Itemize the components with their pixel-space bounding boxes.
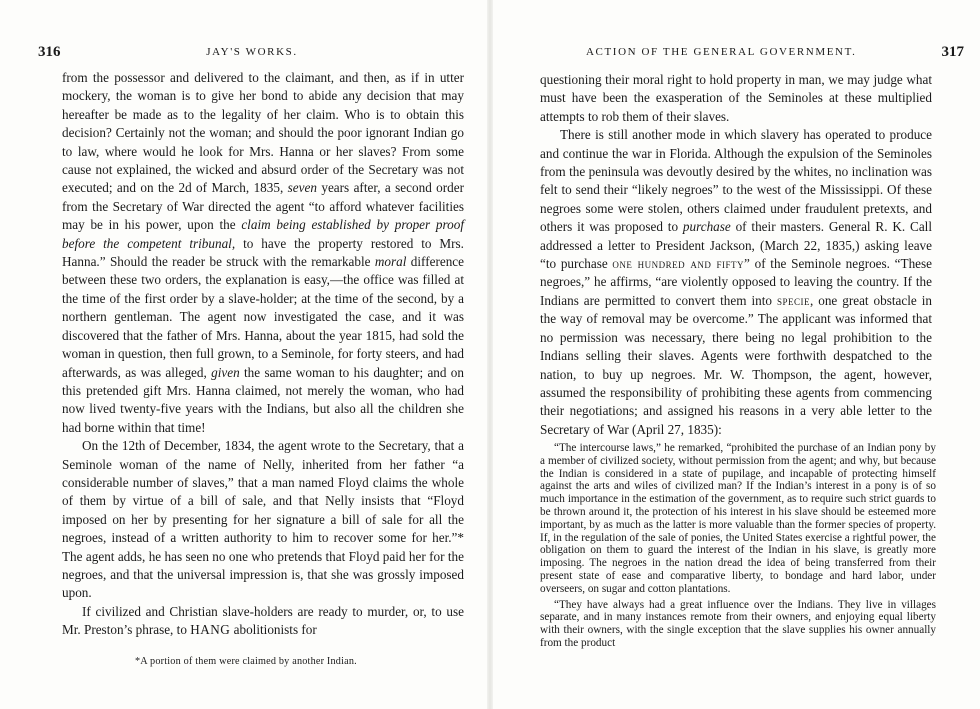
small-caps-run: specie — [776, 292, 810, 308]
block-quote — [540, 442, 936, 650]
quote-paragraph: “The intercourse laws,” he remarked, “prohibited the purchase of an Indian pony by a member of civilized society, without permission from the agent; and why, but because the Indian is considered in a state of pupilage, and incapable of protecting himself against the arts and wiles of civilized man? If the Indian’s interest in a pony is of so much importance in the estimation of the government, as to require such strict guards to be thrown around it, the protection of his interest in his slave should be esteemed more important, by as much as the latter is more valuable than the former species of property. If, in the regulation of the sale of ponies, the United States exercise a rightful power, the obligation on them to guard the interest of the Indian in his slave, is greatly more imposing. The negroes in the nation dread the idea of being transferred from their present state of ease and comparative liberty, to bondage and hard labor, under overseers, on sugar and cotton plantations. — [540, 442, 936, 595]
quote-paragraph: “They have always had a great influence over the Indians. They live in villages separate, and in many instances remote from their owners, and enjoying equal liberty with their owners, with the single exception that the slave supplies his owner annually from the product — [540, 598, 936, 649]
paragraph — [62, 603, 464, 640]
text-run: difference between these two orders, the explanation is easy,—the office was filled at the time of the first order by a slave-holder; at the time of the second, by a northern gentleman. The agent now investigated the case, and it was discovered that the father of Mrs. Hanna, about the year 1815, had sold the woman in question, then full grown, to a Seminole, for forty steers, and had afterwards, as was alleged, — [62, 254, 464, 380]
footnote: *A portion of them were claimed by another Indian. — [135, 656, 357, 667]
right-page-body — [540, 71, 932, 439]
text-run: to have the property restored to Mrs. Hanna.” Should the reader be struck with the remarkable — [62, 235, 464, 270]
italic-run: purchase — [682, 219, 731, 235]
text-run: years after, a second order from the Secretary of War directed the agent “to afford whatever facilities may be in his power, upon the — [62, 180, 465, 233]
paragraph — [540, 126, 932, 439]
left-page-header — [38, 44, 466, 66]
italic-run: moral — [374, 254, 407, 270]
page-number: 316 — [38, 44, 61, 60]
right-page — [490, 0, 980, 709]
paragraph — [62, 437, 464, 603]
text-run: the same woman to his daughter; and on this pretended gift Mrs. Hanna claimed, not merely the woman, who had now lived twenty-five years with the Indians, but also all the children she had borne within that time! — [62, 364, 464, 435]
small-caps-run: HANG — [190, 622, 231, 638]
italic-run: given — [211, 364, 240, 380]
running-head: JAY'S WORKS. — [206, 46, 298, 58]
text-run: questioning their moral right to hold property in man, we may judge what must have been the exasperation of the Seminoles at these multiplied attempts to rob them of their slaves. — [540, 72, 932, 124]
running-head: ACTION OF THE GENERAL GOVERNMENT. — [586, 46, 857, 58]
italic-run: seven — [287, 180, 317, 196]
paragraph — [540, 71, 932, 126]
small-caps-run: one hundred and fifty — [612, 256, 745, 272]
text-run: abolitionists for — [230, 622, 317, 638]
text-run: , one great obstacle in the way of removal may be overcome.” The applicant was informed that no permission was necessary, there being no legal prohibition to the Indians selling their slaves. Agents were forthwith despatched to the nation, to buy up negroes. Mr. W. Thompson, the agent, however, assumed the responsibility of prohibiting these agents from commencing their negotiations; and assigned his reasons in a very able letter to the Secretary of War (April 27, 1835): — [540, 292, 932, 437]
text-run: from the possessor and delivered to the claimant, and then, as if in utter mockery, the woman is to give her bond to abide any decision that may hereafter be made as to the legality of her claim. Who is to obtain this decision? Certainly not the woman; and should the poor ignorant Indian go to law, where would he look for Mrs. Hanna or her slaves? From some cause not explained, the wicked and absurd order of the Secretary was not executed; and on the 2d of March, 1835, — [62, 70, 464, 196]
italic-run: claim being established by proper proof before the competent tribunal, — [62, 217, 464, 251]
page-number: 317 — [941, 44, 964, 60]
text-run: of their masters. General R. K. Call addressed a letter to President Jackson, (March 22, 1835,) asking leave “to purchase — [540, 219, 933, 272]
text-run: On the 12th of December, 1834, the agent wrote to the Secretary, that a Seminole woman of the name of Nelly, inherited from her father “a considerable number of slaves,” that a man named Floyd claims the whole of them by virtue of a bill of sale, and that Nelly insists that “Floyd imposed on her by presenting for her signature a bill of sale for all the negroes, instead of a written authority to him to recover some for her.”* The agent adds, he has seen no one who pretends that Floyd paid her for the negroes, and that the universal impression is, that she was grossly imposed upon. — [62, 438, 464, 601]
paragraph — [62, 69, 464, 437]
left-page-body — [62, 69, 464, 640]
right-page-header — [542, 44, 972, 66]
text-run: There is still another mode in which slavery has operated to produce and continue the war in Florida. Although the expulsion of the Seminoles from the peninsula was devoutly desired by the whites, no inclination was felt to send their “likely negroes” to the west of the Mississippi. Of these negroes some were stolen, others claimed under fraudulent pretexts, and others it was proposed to — [540, 127, 932, 235]
text-run: If civilized and Christian slave-holders are ready to murder, or, to use Mr. Preston’s phrase, to — [62, 603, 464, 638]
text-run: ” of the Seminole negroes. “These negroes,” he affirms, “are violently opposed to leaving the country. If the Indians are permitted to convert them into — [540, 256, 933, 308]
